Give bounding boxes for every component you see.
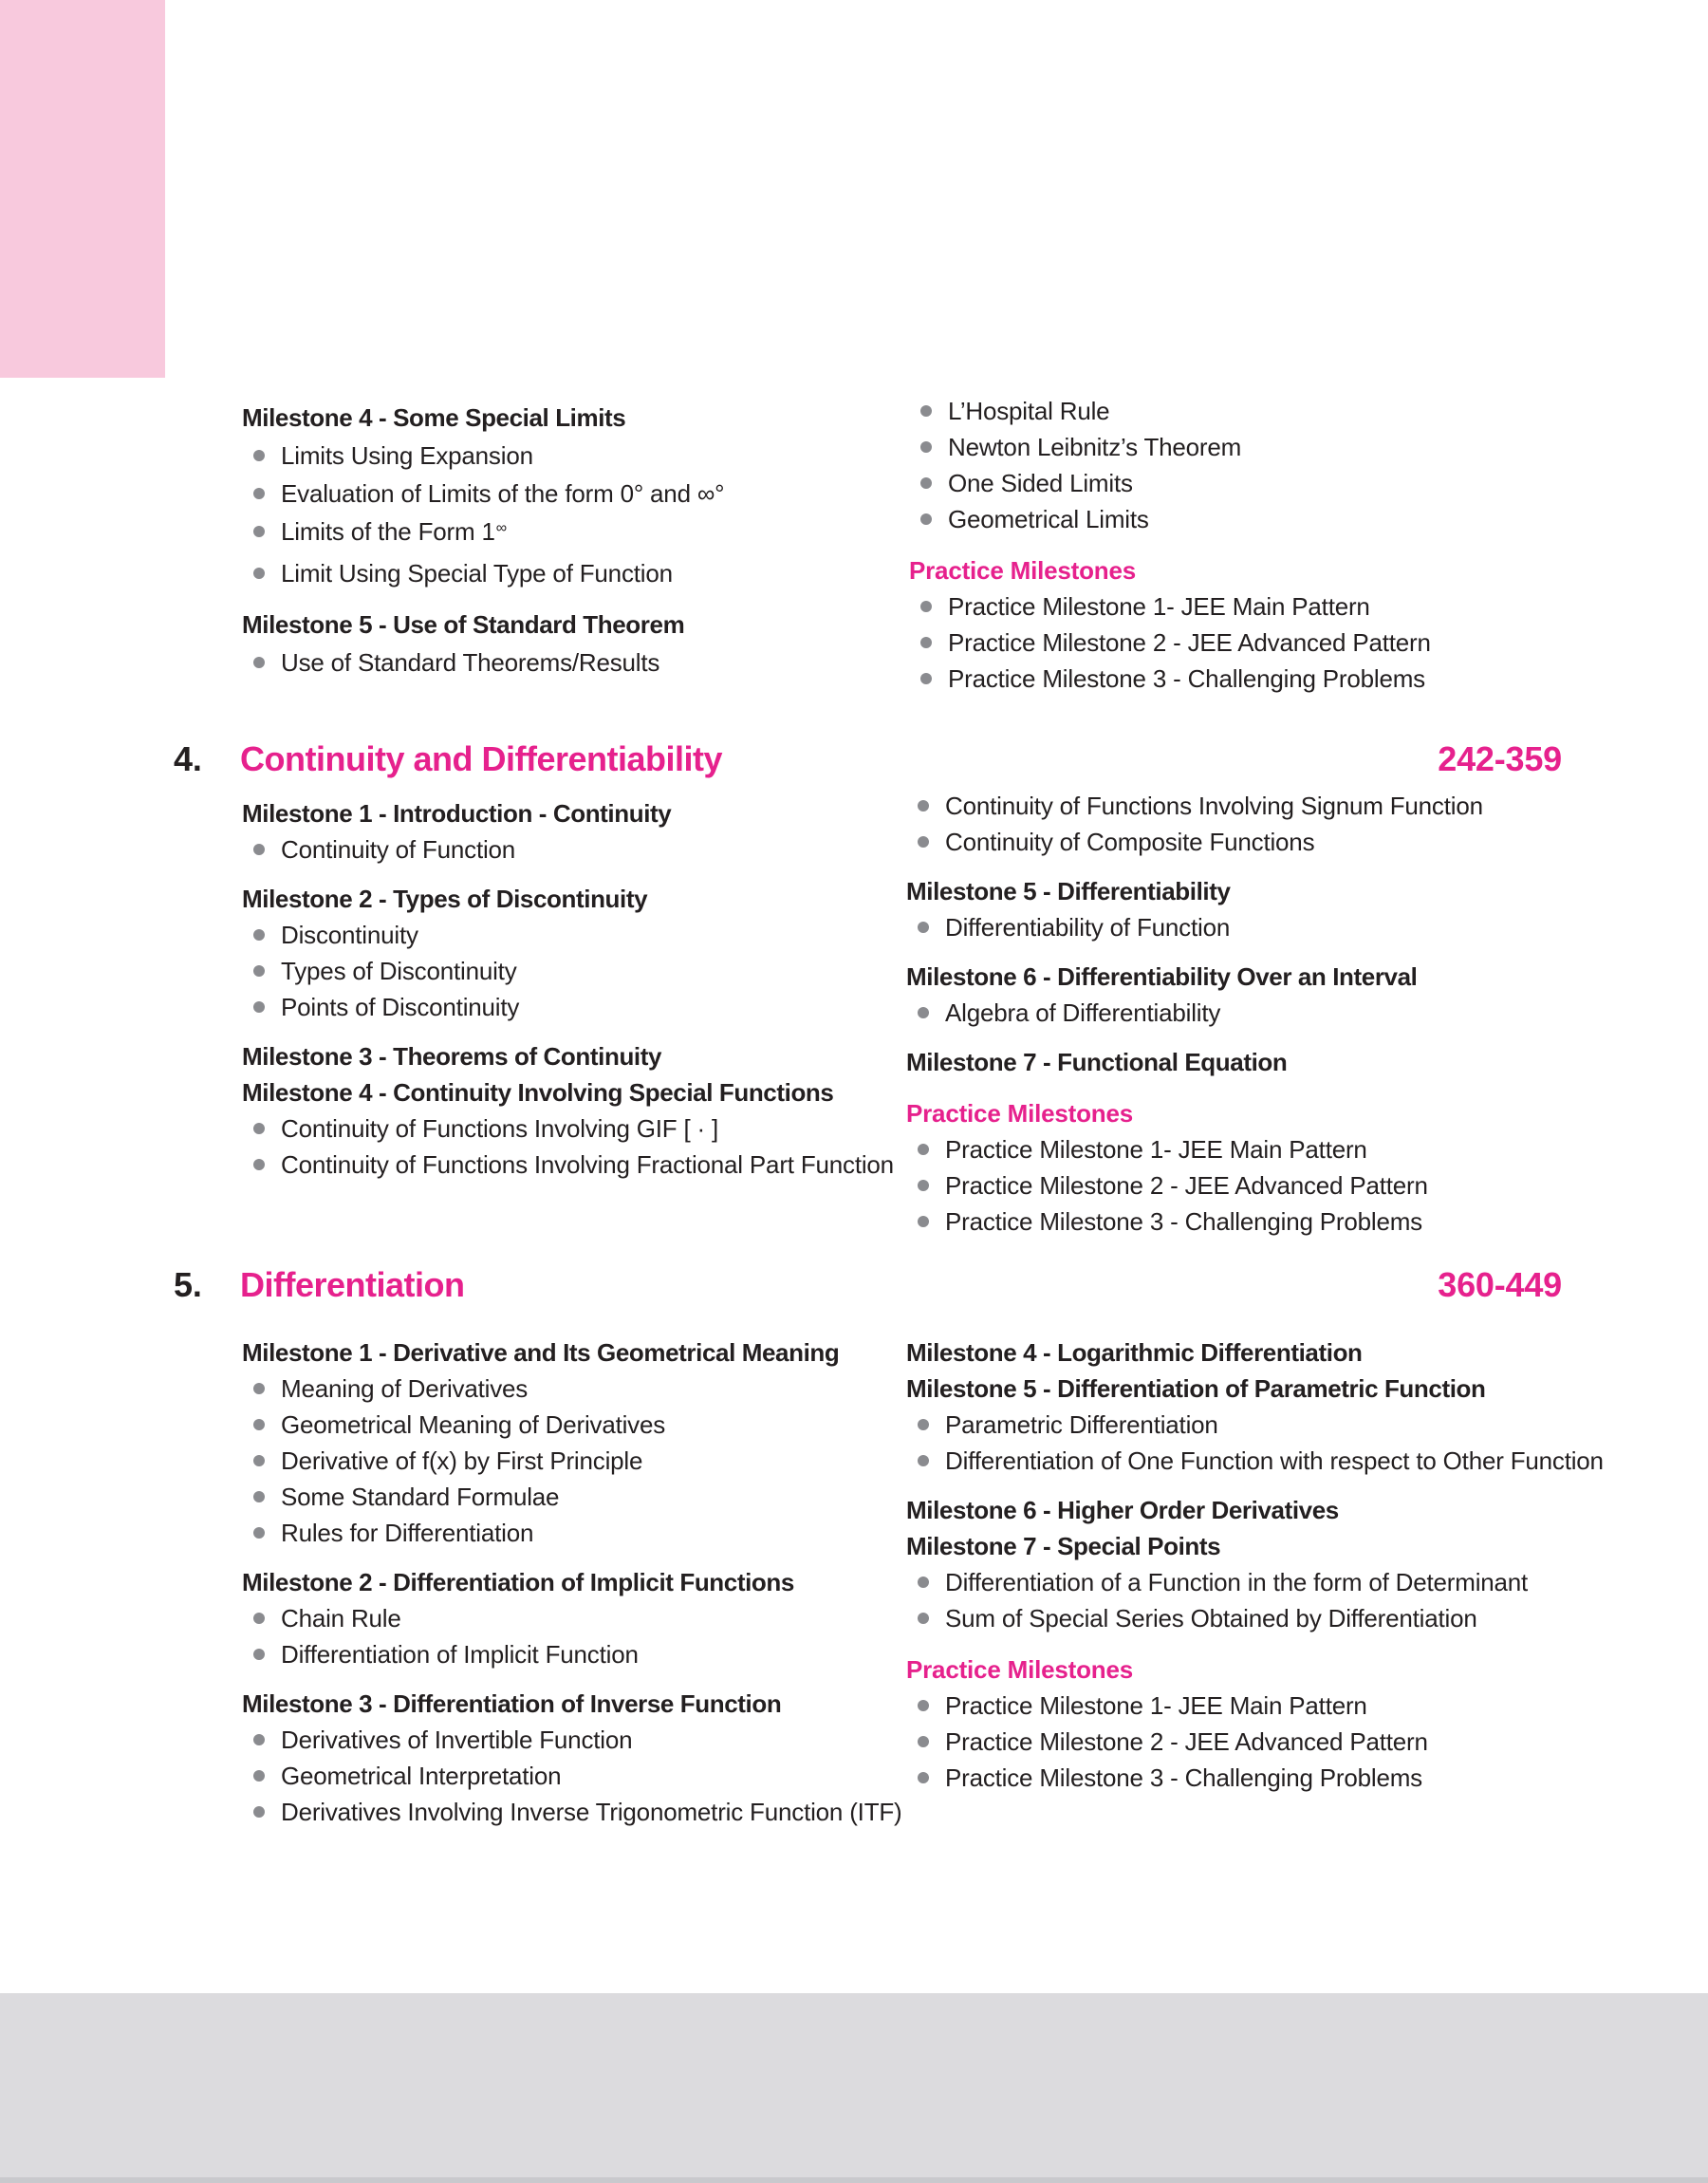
toc-item [242,1722,916,1758]
toc-item-label: Limits Using Expansion [281,441,533,470]
milestone-group [906,873,1608,945]
bullet-icon [253,526,265,537]
toc-item-label: Algebra of Differentiability [945,998,1221,1027]
milestone-group [242,1334,916,1551]
bullet-icon [253,488,265,499]
bullet-icon [920,441,932,453]
bullet-icon [253,965,265,977]
toc-item-label: Parametric Differentiation [945,1410,1218,1439]
section-title: Differentiation [240,1265,465,1304]
pink-accent-block [0,0,165,378]
milestone-heading: Milestone 3 - Theorems of Continuity [242,1042,662,1071]
toc-item-label: Sum of Special Series Obtained by Differentiation [945,1604,1477,1633]
milestone-heading: Milestone 7 - Functional Equation [906,1048,1288,1076]
bullet-icon [918,1180,929,1191]
toc-item [906,1167,1608,1203]
top-right-column [909,393,1611,697]
section-number: 5. [174,1265,202,1304]
toc-item-label: Practice Milestone 1- JEE Main Pattern [948,592,1370,621]
toc-item-label: Continuity of Functions Involving Signum Function [945,792,1483,820]
milestone-heading: Milestone 4 - Some Special Limits [242,403,626,432]
section-5-right-column [906,1334,1608,1796]
milestone-heading: Milestone 3 - Differentiation of Inverse Function [242,1689,782,1718]
toc-item [242,1479,916,1515]
toc-item [242,989,916,1025]
bullet-icon [253,1419,265,1430]
toc-item-label: Continuity of Functions Involving GIF [ · ] [281,1114,719,1143]
milestone-group [242,399,916,592]
milestone-heading: Milestone 4 - Continuity Involving Special Functions [242,1078,834,1107]
milestone-group [242,1038,916,1074]
bullet-icon [920,405,932,417]
milestone-heading: Milestone 2 - Differentiation of Implicit Functions [242,1568,794,1596]
bullet-icon [918,1700,929,1711]
bullet-icon [918,1613,929,1624]
toc-item-label: One Sided Limits [948,469,1133,497]
toc-item-label: Geometrical Interpretation [281,1762,562,1790]
toc-item [906,995,1608,1031]
toc-item-label: Continuity of Functions Involving Fractional Part Function [281,1150,894,1179]
toc-item-label: Geometrical Meaning of Derivatives [281,1410,666,1439]
toc-item-label: Differentiation of Implicit Function [281,1640,639,1669]
toc-item [906,1407,1608,1443]
toc-item [242,437,916,475]
bullet-icon [253,568,265,579]
toc-item-label: Types of Discontinuity [281,957,517,985]
section-4-heading [174,738,1562,780]
toc-item [906,1688,1608,1724]
toc-item [906,1564,1608,1600]
toc-item-label: Continuity of Function [281,835,516,864]
toc-item-label: Practice Milestone 2 - JEE Advanced Pattern [945,1171,1428,1200]
milestone-heading: Milestone 7 - Special Points [906,1532,1221,1560]
toc-item-label: Practice Milestone 3 - Challenging Problems [948,664,1425,693]
toc-item-label: Practice Milestone 2 - JEE Advanced Pattern [945,1727,1428,1756]
toc-item-label: Derivative of f(x) by First Principle [281,1446,643,1475]
bullet-icon [918,1736,929,1747]
toc-item [909,588,1611,625]
bullet-icon [918,922,929,933]
bullet-icon [253,450,265,461]
bullet-icon [253,1455,265,1466]
toc-item [906,1600,1608,1636]
bullet-icon [920,601,932,612]
toc-item [242,1110,916,1147]
toc-item [242,1600,916,1636]
toc-item-label: Points of Discontinuity [281,993,520,1021]
toc-item-label: Practice Milestone 3 - Challenging Problems [945,1763,1422,1792]
bullet-icon [253,929,265,941]
milestone-heading: Milestone 6 - Higher Order Derivatives [906,1496,1339,1524]
milestone-group [906,1492,1608,1528]
bullet-icon [918,1772,929,1783]
toc-item-label: Differentiation of a Function in the form of Determinant [945,1568,1529,1596]
bullet-icon [918,800,929,812]
toc-item-label [281,513,507,554]
bullet-icon [920,637,932,648]
bullet-icon [253,1770,265,1782]
bullet-icon [253,1613,265,1624]
practice-milestones-heading: Practice Milestones [906,1655,1133,1684]
milestone-group [242,795,916,868]
toc-item-label: Chain Rule [281,1604,401,1633]
toc-item [242,1636,916,1672]
toc-item [242,554,916,592]
toc-item-label: Discontinuity [281,921,418,949]
toc-item-label: Evaluation of Limits of the form 0° and ∞° [281,479,725,508]
milestone-heading: Milestone 1 - Derivative and Its Geometrical Meaning [242,1338,840,1367]
section-5-left-column [242,1334,916,1830]
section-page-range: 242-359 [1438,739,1562,778]
bullet-icon [918,1455,929,1466]
practice-milestones-heading: Practice Milestones [909,556,1136,585]
practice-milestones-heading: Practice Milestones [906,1099,1133,1128]
milestone-heading: Milestone 5 - Differentiability [906,877,1231,905]
toc-item-label: Differentiability of Function [945,913,1231,942]
toc-item [906,1131,1608,1167]
toc-item [906,1724,1608,1760]
toc-item-label: Some Standard Formulae [281,1483,560,1511]
toc-item [909,625,1611,661]
milestone-group [906,959,1608,1031]
toc-item [242,1758,916,1794]
milestone-group [906,1528,1608,1636]
bullet-icon [253,1806,265,1818]
toc-item [909,501,1611,537]
toc-item [242,953,916,989]
bullet-icon [253,1527,265,1539]
page-footer-edge [0,2177,1708,2183]
section-title: Continuity and Differentiability [240,739,723,778]
milestone-group [906,1044,1608,1080]
bullet-icon [253,1159,265,1170]
toc-item-label: Rules for Differentiation [281,1519,534,1547]
milestone-group [242,1074,916,1183]
bullet-icon [253,1649,265,1660]
toc-item [242,1407,916,1443]
section-page-range: 360-449 [1438,1265,1562,1304]
milestone-group [242,881,916,1025]
toc-item-label: Derivatives of Invertible Function [281,1726,633,1754]
toc-item [906,909,1608,945]
toc-item [242,513,916,554]
toc-item [242,1794,916,1830]
superscript-infinity: ∞ [495,518,508,536]
milestone-group [906,1371,1608,1479]
milestone-group [909,393,1611,537]
bullet-icon [253,1734,265,1745]
toc-item [906,788,1608,824]
section-number: 4. [174,739,202,778]
toc-item [906,1760,1608,1796]
bullet-icon [918,1419,929,1430]
bullet-icon [920,477,932,489]
toc-item [242,831,916,868]
milestone-heading: Milestone 2 - Types of Discontinuity [242,885,648,913]
toc-item-label: Derivatives Involving Inverse Trigonometric Function (ITF) [281,1798,902,1826]
bullet-icon [920,673,932,684]
bullet-icon [253,657,265,668]
bullet-icon [253,1123,265,1134]
toc-item-label: Continuity of Composite Functions [945,828,1315,856]
milestone-heading: Milestone 5 - Differentiation of Parametric Function [906,1374,1486,1403]
milestone-group [242,1686,916,1830]
toc-item [909,429,1611,465]
toc-item-label: Geometrical Limits [948,505,1149,533]
milestone-heading: Milestone 6 - Differentiability Over an Interval [906,962,1418,991]
toc-item [242,1147,916,1183]
bullet-icon [918,1144,929,1155]
bullet-icon [253,1001,265,1013]
toc-item-label: Use of Standard Theorems/Results [281,648,660,677]
bullet-icon [253,844,265,855]
milestone-heading: Milestone 4 - Logarithmic Differentiation [906,1338,1363,1367]
toc-item-label: Limit Using Special Type of Function [281,559,673,588]
toc-item-label: Newton Leibnitz’s Theorem [948,433,1242,461]
milestone-group [906,1334,1608,1371]
toc-item-label: Practice Milestone 1- JEE Main Pattern [945,1135,1367,1164]
bullet-icon [920,513,932,525]
toc-item [906,1443,1608,1479]
toc-item-label: Meaning of Derivatives [281,1374,529,1403]
toc-item-label: Practice Milestone 3 - Challenging Problems [945,1207,1422,1236]
toc-item-label: Differentiation of One Function with respect to Other Function [945,1446,1604,1475]
toc-item [909,393,1611,429]
toc-item [242,475,916,513]
page-footer-band [0,1993,1708,2183]
toc-item [242,644,916,681]
toc-item [242,1371,916,1407]
bullet-icon [918,1577,929,1588]
milestone-group [242,1564,916,1672]
section-4-right-column [906,788,1608,1240]
toc-item-label: L’Hospital Rule [948,397,1110,425]
section-5-heading [174,1264,1562,1306]
milestone-group [906,788,1608,860]
milestone-heading: Milestone 5 - Use of Standard Theorem [242,610,685,639]
bullet-icon [918,836,929,848]
toc-item [909,465,1611,501]
top-left-column [242,399,916,681]
toc-item [909,661,1611,697]
milestone-group [242,606,916,681]
toc-item [242,917,916,953]
bullet-icon [918,1216,929,1227]
toc-item [906,1203,1608,1240]
toc-item-text: Limits of the Form 1 [281,517,495,546]
bullet-icon [918,1007,929,1018]
bullet-icon [253,1491,265,1502]
toc-item [906,824,1608,860]
toc-item [242,1515,916,1551]
toc-item [242,1443,916,1479]
bullet-icon [253,1383,265,1394]
milestone-heading: Milestone 1 - Introduction - Continuity [242,799,672,828]
section-4-left-column [242,795,916,1183]
toc-item-label: Practice Milestone 1- JEE Main Pattern [945,1691,1367,1720]
toc-item-label: Practice Milestone 2 - JEE Advanced Pattern [948,628,1431,657]
